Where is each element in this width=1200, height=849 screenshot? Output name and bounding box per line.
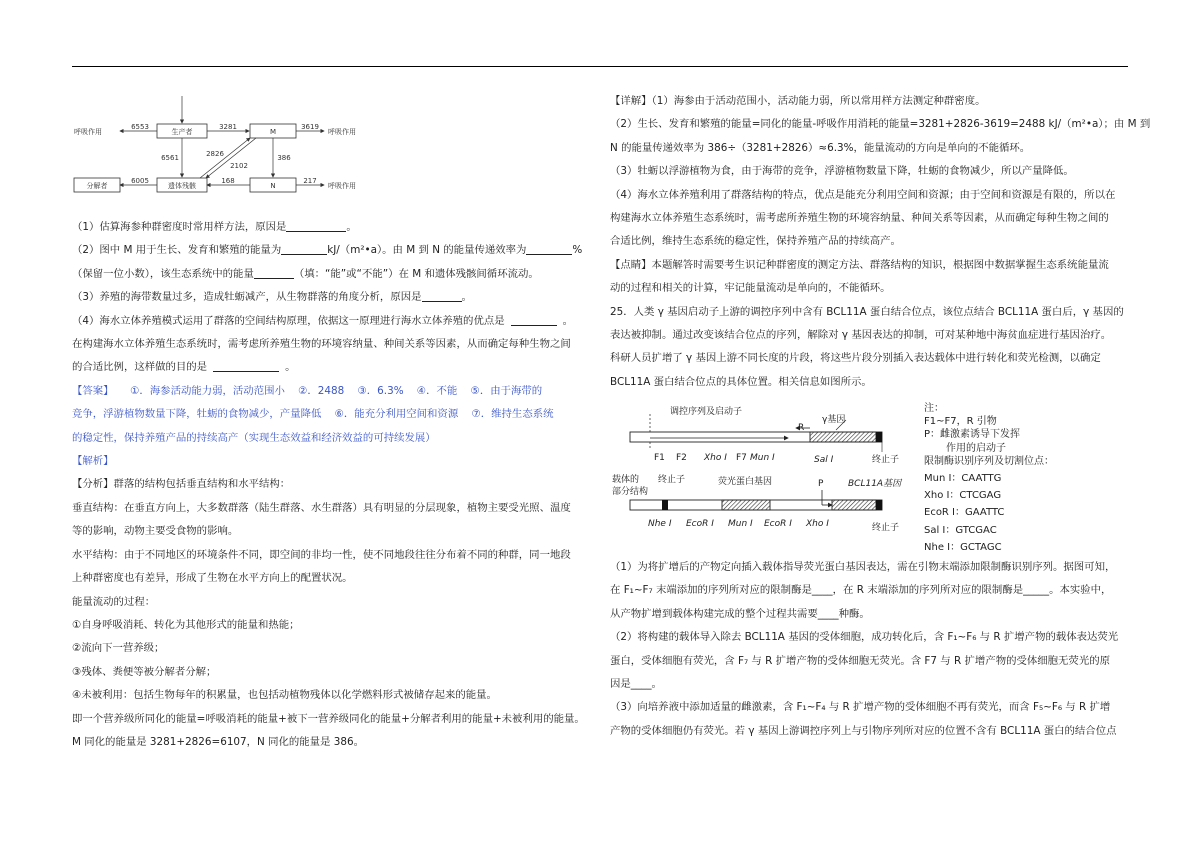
q25-1-line-1: （1）为将扩增后的产物定向插入载体指导荧光蛋白基因表达，需在引物末端添加限制酶识别序列。据图可知， (610, 561, 1116, 573)
primer-f1: F1 (654, 453, 665, 463)
fluor-gene-block (722, 500, 770, 510)
site-eco-2: EcoR I (764, 519, 792, 529)
bcl11a-block (832, 500, 876, 510)
decomposer-label: 分解者 (86, 182, 108, 190)
right-column-bottom (610, 556, 1130, 743)
detail-line-5: （4）海水立体养殖利用了群落结构的特点，优点是能充分利用空间和资源；由于空间和资源是有限的，所以在 (610, 188, 1116, 201)
left-column (72, 216, 592, 754)
regulatory-label: 调控序列及启动子 (670, 407, 743, 417)
m-label: M (269, 128, 277, 136)
site-xho: Xho I (704, 453, 727, 463)
gene-construct-diagram (610, 402, 910, 542)
tip-line-1: 【点睛】本题解答时需要考生识记种群密度的测定方法、群落结构的知识，根据图中数据掌握生态系统能量流 (610, 258, 1109, 271)
detail-line-7: 合适比例，维持生态系统的稳定性，保持养殖产品的持续高产。 (610, 235, 901, 248)
site-nhe: Nhe I (648, 519, 672, 529)
site-eco-1: EcoR I (686, 519, 714, 529)
residue-label: 遗体残骸 (168, 182, 196, 190)
note-xho: Xho I：CTCGAG (924, 490, 1002, 502)
terminator-block-2 (662, 500, 668, 510)
analysis-line-11: 即一个营养级所同化的能量=呼吸消耗的能量+被下一营养级同化的能量+分解者利用的能量+未被利用的能量。 (72, 712, 585, 725)
note-sal: Sal I：GTCGAC (924, 524, 997, 536)
diagram-notes (924, 402, 1054, 554)
site-xho-2: Xho I (806, 519, 829, 529)
detail-line-2: （2）生长、发育和繁殖的能量=同化的能量-呼吸作用消耗的能量=3281+2826-3619=2488 kJ/（m²•a）；由 M 到 (610, 118, 1151, 131)
terminator-label-1: 终止子 (872, 455, 900, 465)
q25-line-3: 科研人员扩增了 γ 基因上游不同长度的片段，将这些片段分别插入表达载体中进行转化和荧光检测，以确定 (610, 352, 1101, 365)
label-2826: 2826 (206, 150, 224, 158)
analysis-line-6: 能量流动的过程： (72, 595, 156, 608)
producer-label: 生产者 (171, 128, 193, 136)
right-column-top (610, 90, 1151, 394)
note-primers: F1~F7，R 引物 (924, 416, 997, 428)
n-respiration: 呼吸作用 (328, 182, 356, 190)
bcl11a-label: BCL11A基因 (848, 479, 902, 489)
label-6005: 6005 (131, 177, 149, 185)
vector-label-2: 部分结构 (612, 487, 649, 497)
site-sal: Sal I (814, 455, 834, 465)
q25-1-line-3: 从产物扩增到载体构建完成的整个过程共需要____种酶。 (610, 607, 870, 620)
analysis-line-4: 水平结构：由于不同地区的环境条件不同，即空间的非均一性，使不同地段往往分布着不同的种群，同一地段 (72, 548, 571, 561)
question-4a: （4）海水立体养殖模式运用了群落的空间结构原理，依据这一原理进行海水立体养殖的优点是 。 (72, 314, 574, 327)
question-2b: （保留一位小数），该生态系统中的能量 （填：“能”或“不能”）在 M 和遗体残骸间循环流动。 (72, 267, 539, 280)
q25-line-1: 25．人类 γ 基因启动子上游的调控序列中含有 BCL11A 蛋白结合位点，该位点结合 BCL11A 蛋白后，γ 基因的 (610, 305, 1124, 318)
label-168: 168 (221, 177, 235, 185)
question-4b: 在构建海水立体养殖生态系统时，需考虑所养殖生物的环境容纳量、种间关系等因素，从而确定每种生物之间 (72, 338, 571, 351)
question-1: （1）估算海参种群密度时常用样方法，原因是 。 (72, 221, 357, 233)
q25-2-line-2: 蛋白，受体细胞有荧光，含 F₇ 与 R 扩增产物的受体细胞无荧光。含 F7 与 R 扩增产物的受体细胞无荧光的原 (610, 654, 1110, 667)
question-2a: （2）图中 M 用于生长、发育和繁殖的能量为 kJ/（m²•a）。由 M 到 N 的能量传递效率为 % (72, 244, 583, 257)
q25-3-line-2: 产物的受体细胞仍有荧光。若 γ 基因上游调控序列上与引物序列所对应的位置不含有 BCL11A 蛋白的结合位点 (610, 724, 1117, 737)
site-mun: Mun I (750, 453, 775, 463)
label-386: 386 (277, 154, 291, 162)
detail-line-4: （3）牡蛎以浮游植物为食，由于海带的竞争，浮游植物数量下降，牡蛎的食物减少，所以产量降低。 (610, 165, 1074, 178)
answer-line-1: 【答案】 ①．海参活动能力弱，活动范围小 ②．2488 ③．6.3% ④．不能 ⑤．由于海带的 (72, 384, 543, 397)
q25-line-4: BCL11A 蛋白结合位点的具体位置。相关信息如图所示。 (610, 375, 872, 388)
label-3619: 3619 (301, 123, 319, 131)
note-promoter: P：雌激素诱导下发挥 (924, 429, 1021, 441)
site-mun-2: Mun I (728, 519, 753, 529)
vector-label: 载体的 (612, 475, 640, 485)
producer-respiration: 呼吸作用 (74, 128, 102, 136)
question-3: （3）养殖的海带数量过多，造成牡蛎减产，从生物群落的角度分析，原因是 。 (72, 291, 472, 304)
analysis-line-3: 等的影响，动物主要受食物的影响。 (72, 525, 239, 538)
answer-line-2: 竞争，浮游植物数量下降，牡蛎的食物减少，产量降低 ⑥．能充分利用空间和资源 ⑦．维持生态系统 (72, 408, 554, 421)
analysis-line-10: ④未被利用：包括生物每年的积累量，也包括动植物残体以化学燃料形式被储存起来的能量。 (72, 689, 497, 702)
q25-line-2: 表达被抑制。通过改变该结合位点的序列，解除对 γ 基因表达的抑制，可对某种地中海贫血症进行基因治疗。 (610, 329, 1112, 342)
tip-line-2: 动的过程和相关的计算，牢记能量流动是单向的，不能循环。 (610, 282, 891, 295)
terminator-block-3 (876, 500, 882, 510)
primer-r: R (798, 423, 805, 433)
detail-line-3: N 的能量传递效率为 386÷（3281+2826）≈6.3%，能量流动的方向是单向的不能循环。 (610, 141, 1031, 154)
analysis-label: 【解析】 (72, 455, 114, 468)
analysis-line-5: 上种群密度也有差异，形成了生物在水平方向上的配置状况。 (72, 572, 353, 585)
terminator-label-2: 终止子 (658, 475, 686, 485)
q25-3-line-1: （3）向培养液中添加适量的雌激素，含 F₁~F₄ 与 R 扩增产物的受体细胞不再有荧光，而含 F₅~F₆ 与 R 扩增 (610, 701, 1111, 714)
label-217: 217 (303, 177, 317, 185)
note-enzymes: 限制酶识别序列及切割位点： (924, 455, 1054, 467)
terminator-block-1 (876, 432, 882, 442)
label-3281: 3281 (219, 123, 237, 131)
promoter-p: P (818, 479, 824, 489)
note-promoter-2: 作用的启动子 (946, 442, 1006, 454)
detail-line-6: 构建海水立体养殖生态系统时，需考虑所养殖生物的环境容纳量、种间关系等因素，从而确定每种生物之间的 (610, 212, 1109, 225)
analysis-line-1: 【分析】群落的结构包括垂直结构和水平结构： (72, 478, 291, 491)
q25-2-line-1: （2）将构建的载体导入除去 BCL11A 基因的受体细胞，成功转化后，含 F₁~F₆ 与 R 扩增产物的载体表达荧光 (610, 631, 1119, 644)
fluor-gene-label: 荧光蛋白基因 (718, 477, 773, 487)
energy-flow-diagram (72, 96, 372, 206)
answer-label: 【答案】 (72, 384, 114, 397)
q25-1-line-2: 在 F₁~F₇ 末端添加的序列所对应的限制酶是____，在 R 末端添加的序列所对应的限制酶是_____。本实验中， (610, 584, 1112, 597)
analysis-line-8: ②流向下一营养级； (72, 642, 165, 655)
m-respiration: 呼吸作用 (328, 128, 356, 136)
header-rule (72, 66, 1128, 67)
n-label: N (270, 182, 276, 190)
terminator-label-3: 终止子 (872, 523, 900, 533)
q25-2-line-3: 因是____。 (610, 678, 662, 691)
gamma-gene-block (810, 432, 876, 442)
analysis-line-9: ③残体、粪便等被分解者分解； (72, 665, 217, 678)
detail-line-1: 【详解】（1）海参由于活动范围小，活动能力弱，所以常用样方法测定种群密度。 (610, 95, 986, 107)
note-eco: EcoR I：GAATTC (924, 507, 1005, 519)
analysis-line-2: 垂直结构：在垂直方向上，大多数群落（陆生群落、水生群落）具有明显的分层现象，植物主要受光照、温度 (72, 501, 571, 514)
label-2102: 2102 (230, 162, 248, 170)
analysis-line-7: ①自身呼吸消耗、转化为其他形式的能量和热能； (72, 618, 300, 631)
question-4c: 的合适比例，这样做的目的是 。 (72, 361, 296, 374)
label-6561: 6561 (161, 154, 179, 162)
gamma-gene-label: γ基因 (822, 415, 846, 425)
primer-f2: F2 (676, 453, 687, 463)
analysis-line-12: M 同化的能量是 3281+2826=6107，N 同化的能量是 386。 (72, 735, 364, 748)
primer-f7: F7 (736, 453, 747, 463)
answer-line-3: 的稳定性，保持养殖产品的持续高产（实现生态效益和经济效益的可持续发展） (72, 431, 436, 444)
note-header: 注： (924, 403, 944, 414)
label-6553: 6553 (131, 123, 149, 131)
note-mun: Mun I：CAATTG (924, 473, 1002, 485)
note-nhe: Nhe I：GCTAGC (924, 541, 1002, 553)
